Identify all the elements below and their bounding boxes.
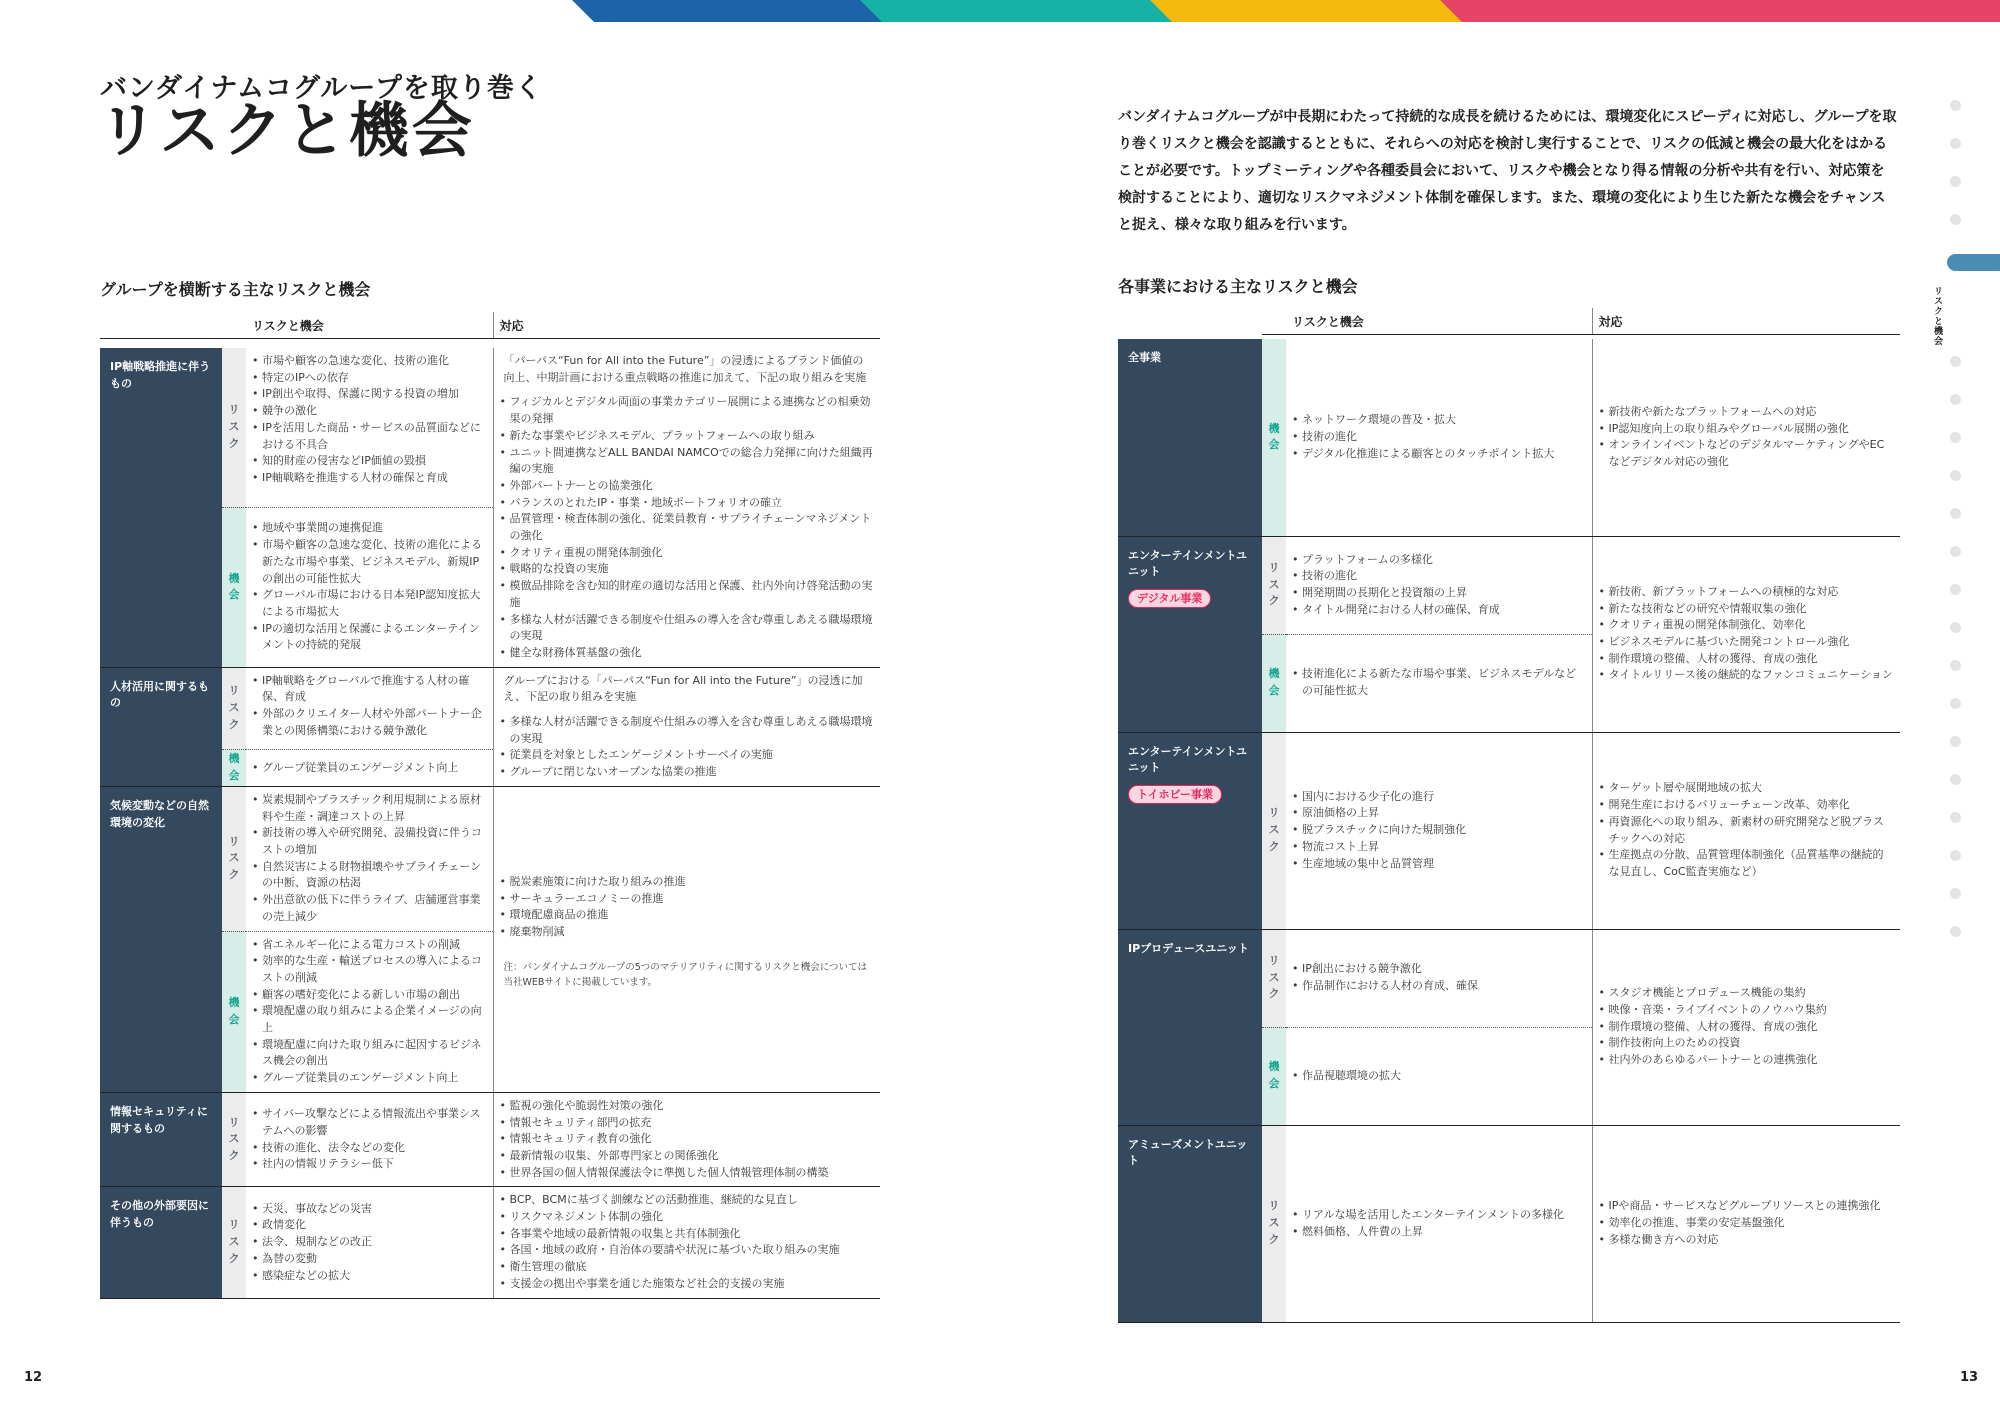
list-item: • 外部のクリエイター人材や外部パートナー企業との関係構築における競争激化 xyxy=(252,706,487,739)
col-header-items: リスクと機会 xyxy=(1286,308,1592,334)
category-label: 人材活用に関するもの xyxy=(100,667,222,786)
list-item: • 外部パートナーとの協業強化 xyxy=(500,478,875,495)
left-section-title: グループを横断する主なリスクと機会 xyxy=(100,280,371,299)
list-item: • スタジオ機能とプロデュース機能の集約 xyxy=(1599,985,1895,1002)
list-item: • オンラインイベントなどのデジタルマーケティングやECなどデジタル対応の強化 xyxy=(1599,437,1895,470)
risk-label: リスク xyxy=(222,667,246,750)
list-item: • 制作環境の整備、人材の獲得、育成の強化 xyxy=(1599,651,1895,668)
opportunity-list xyxy=(1286,1063,1592,1090)
list-item: • 新技術や新たなプラットフォームへの対応 xyxy=(1599,404,1895,421)
list-item: • 市場や顧客の急速な変化、技術の進化 xyxy=(252,353,487,370)
right-risk-table xyxy=(1118,308,1900,1323)
category-label: その他の外部要因に伴うもの xyxy=(100,1187,222,1298)
list-item: • グループ従業員のエンゲージメント向上 xyxy=(252,760,487,777)
nav-dot[interactable] xyxy=(1950,214,1961,225)
nav-dot[interactable] xyxy=(1950,888,1961,899)
opportunity-label: 機会 xyxy=(1262,634,1286,732)
list-item: • 最新情報の収集、外部専門家との関係強化 xyxy=(500,1148,875,1165)
nav-dot[interactable] xyxy=(1950,394,1961,405)
nav-dot[interactable] xyxy=(1950,584,1961,595)
list-item: • フィジカルとデジタル両面の事業カテゴリー展開による連携などの相乗効果の発揮 xyxy=(500,394,875,427)
response-list xyxy=(494,709,881,786)
page-title: リスクと機会 xyxy=(98,96,475,166)
page-subtitle: バンダイナムコグループを取り巻く xyxy=(100,73,543,104)
sidebar-section-label: リスクと機会 xyxy=(1932,286,1942,346)
list-item: • グローバル市場における日本発IP認知度拡大による市場拡大 xyxy=(252,587,487,620)
list-item: • IP軸戦略を推進する人材の確保と育成 xyxy=(252,470,487,487)
list-item: • 燃料価格、人件費の上昇 xyxy=(1292,1224,1586,1241)
list-item: • 効率的な生産・輸送プロセスの導入によるコストの削減 xyxy=(252,953,487,986)
nav-dot[interactable] xyxy=(1950,138,1961,149)
list-item: • サーキュラーエコノミーの推進 xyxy=(500,891,875,908)
col-header-response: 対応 xyxy=(1592,308,1900,334)
group-human-resources xyxy=(100,667,880,750)
nav-dot[interactable] xyxy=(1950,508,1961,519)
list-item: • 省エネルギー化による電力コストの削減 xyxy=(252,937,487,954)
list-item: • IP創出や取得、保護に関する投資の増加 xyxy=(252,386,487,403)
table-header xyxy=(1118,308,1900,334)
list-item: • 原油価格の上昇 xyxy=(1292,805,1586,822)
unit-all-business xyxy=(1118,339,1900,536)
nav-dot[interactable] xyxy=(1950,470,1961,481)
list-item: • 外出意欲の低下に伴うライブ、店舗運営事業の売上減少 xyxy=(252,892,487,925)
list-item: • 社内の情報リテラシー低下 xyxy=(252,1156,487,1173)
stripe-teal xyxy=(860,0,1192,22)
opportunity-label: 機会 xyxy=(1262,339,1286,536)
list-item: • 自然災害による財物損壊やサプライチェーンの中断、資源の枯渇 xyxy=(252,859,487,892)
list-item: • 政情変化 xyxy=(252,1217,487,1234)
list-item: • 情報セキュリティ教育の強化 xyxy=(500,1131,875,1148)
list-item: • 品質管理・検査体制の強化、従業員教育・サプライチェーンマネジメントの強化 xyxy=(500,511,875,544)
response-list xyxy=(494,869,881,946)
list-item: • 再資源化への取り組み、新素材の研究開発など脱プラスチックへの対応 xyxy=(1599,814,1895,847)
risk-label: リスク xyxy=(1262,1125,1286,1322)
list-item: • IP創出における競争激化 xyxy=(1292,961,1586,978)
col-header-response: 対応 xyxy=(493,312,880,338)
nav-dot[interactable] xyxy=(1950,622,1961,633)
list-item: • IPを活用した商品・サービスの品質面などにおける不具合 xyxy=(252,420,487,453)
list-item: • 市場や顧客の急速な変化、技術の進化による新たな市場や事業、ビジネスモデル、新規IPの創出の可能性拡大 xyxy=(252,537,487,587)
risk-list xyxy=(246,787,493,931)
list-item: • 新たな事業やビジネスモデル、プラットフォームへの取り組み xyxy=(500,428,875,445)
group-climate-change xyxy=(100,786,880,931)
unit-entertainment-digital xyxy=(1118,536,1900,634)
intro-paragraph: バンダイナムコグループが中長期にわたって持続的な成長を続けるためには、環境変化にスピーディに対応し、グループを取り巻くリスクと機会を認識するとともに、それらへの対応を検討し実行することで、リスクの低減と機会の最大化をはかることが必要です。トップミーティングや各種委員会において、リスクや機会となり得る情報の分析や共有を行い、対応策を検討することにより、適切なリスクマネジメント体制を確保します。また、環境の変化により生じた新たな機会をチャンスと捉え、様々な取り組みを行います。 xyxy=(1118,109,1897,233)
page-number-right: 13 xyxy=(1960,1370,1979,1385)
list-item: • タイトル開発における人材の確保、育成 xyxy=(1292,602,1586,619)
risk-label: リスク xyxy=(222,1187,246,1298)
col-header-items: リスクと機会 xyxy=(246,312,493,338)
list-item: • 効率化の推進、事業の安定基盤強化 xyxy=(1599,1215,1895,1232)
list-item: • 物流コスト上昇 xyxy=(1292,839,1586,856)
footnote: 注：バンダイナムコグループの5つのマテリアリティに関するリスクと機会については当社WEBサイトに掲載しています。 xyxy=(503,961,868,988)
list-item: • リスクマネジメント体制の強化 xyxy=(500,1209,875,1226)
stripe-yellow xyxy=(1150,0,1492,22)
list-item: • 多様な働き方への対応 xyxy=(1599,1232,1895,1249)
list-item: • 作品制作における人材の育成、確保 xyxy=(1292,978,1586,995)
list-item: • 多様な人材が活躍できる制度や仕組みの導入を含む尊重しあえる職場環境の実現 xyxy=(500,612,875,645)
group-other-external xyxy=(100,1187,880,1298)
list-item: • グループに閉じないオープンな協業の推進 xyxy=(500,764,875,781)
list-item: • デジタル化推進による顧客とのタッチポイント拡大 xyxy=(1292,446,1586,463)
list-item: • 地域や事業間の連携促進 xyxy=(252,520,487,537)
nav-dot[interactable] xyxy=(1950,774,1961,785)
risk-list xyxy=(1286,784,1592,878)
opportunity-label: 機会 xyxy=(1262,1027,1286,1125)
page-number-left: 12 xyxy=(24,1370,43,1385)
list-item: • 従業員を対象としたエンゲージメントサーベイの実施 xyxy=(500,747,875,764)
opportunity-list xyxy=(246,755,493,782)
list-item: • 脱プラスチックに向けた規制強化 xyxy=(1292,822,1586,839)
business-tag: トイホビー事業 xyxy=(1128,785,1222,804)
list-item: • 映像・音楽・ライブイベントのノウハウ集約 xyxy=(1599,1002,1895,1019)
risk-list xyxy=(246,1101,493,1178)
category-label: IP軸戦略推進に伴うもの xyxy=(100,348,222,667)
risk-label: リスク xyxy=(1262,536,1286,634)
list-item: • BCP、BCMに基づく訓練などの活動推進、継続的な見直し xyxy=(500,1192,875,1209)
nav-dot[interactable] xyxy=(1950,176,1961,187)
nav-dot[interactable] xyxy=(1950,926,1961,937)
list-item: • 新技術、新プラットフォームへの積極的な対応 xyxy=(1599,584,1895,601)
list-item: • 作品視聴環境の拡大 xyxy=(1292,1068,1586,1085)
list-item: • ユニット間連携などALL BANDAI NAMCOでの総合力発揮に向けた組織再編の実施 xyxy=(500,445,875,478)
list-item: • 制作環境の整備、人材の獲得、育成の強化 xyxy=(1599,1019,1895,1036)
list-item: • 競争の激化 xyxy=(252,403,487,420)
response-list xyxy=(1593,399,1901,476)
unit-ip-produce xyxy=(1118,929,1900,1027)
list-item: • 廃棄物削減 xyxy=(500,924,875,941)
opportunity-label: 機会 xyxy=(222,931,246,1092)
list-item: • クオリティ重視の開発体制強化、効率化 xyxy=(1599,617,1895,634)
nav-dot[interactable] xyxy=(1950,736,1961,747)
list-item: • 炭素規制やプラスチック利用規制による原材料や生産・調達コストの上昇 xyxy=(252,792,487,825)
right-section-title: 各事業における主なリスクと機会 xyxy=(1118,277,1358,296)
list-item: • 知的財産の侵害などIP価値の毀損 xyxy=(252,453,487,470)
list-item: • 生産地域の集中と品質管理 xyxy=(1292,856,1586,873)
list-item: • 為替の変動 xyxy=(252,1251,487,1268)
list-item: • 模倣品排除を含む知的財産の適切な活用と保護、社内外向け啓発活動の実施 xyxy=(500,578,875,611)
list-item: • 戦略的な投資の実施 xyxy=(500,561,875,578)
list-item: • 環境配慮商品の推進 xyxy=(500,907,875,924)
list-item: • 技術進化による新たな市場や事業、ビジネスモデルなどの可能性拡大 xyxy=(1292,666,1586,699)
list-item: • 各事業や地域の最新情報の収集と共有体制強化 xyxy=(500,1226,875,1243)
list-item: • 環境配慮に向けた取り組みに起因するビジネス機会の創出 xyxy=(252,1037,487,1070)
list-item: • 多様な人材が活躍できる制度や仕組みの導入を含む尊重しあえる職場環境の実現 xyxy=(500,714,875,747)
risk-label: リスク xyxy=(222,1092,246,1187)
nav-dot[interactable] xyxy=(1950,660,1961,671)
nav-dot[interactable] xyxy=(1950,812,1961,823)
risk-list xyxy=(1286,547,1592,624)
unit-label: 全事業 xyxy=(1118,339,1262,536)
list-item: • 生産拠点の分散、品質管理体制強化（品質基準の継続的な見直し、CoC監査実施など） xyxy=(1599,847,1895,880)
nav-dot[interactable] xyxy=(1950,546,1961,557)
risk-label: リスク xyxy=(1262,732,1286,929)
nav-dot[interactable] xyxy=(1950,100,1961,111)
response-list xyxy=(1593,579,1901,689)
risk-label: リスク xyxy=(222,348,246,507)
list-item: • 社内外のあらゆるパートナーとの連携強化 xyxy=(1599,1052,1895,1069)
unit-label: アミューズメントユニット xyxy=(1118,1125,1262,1322)
stripe-pink xyxy=(1440,0,2000,22)
response-intro: グループにおける「パーパス“Fun for All into the Future”」の浸透に加え、下記の取り組みを実施 xyxy=(503,673,863,704)
group-ip-strategy xyxy=(100,348,880,507)
nav-dot[interactable] xyxy=(1950,850,1961,861)
list-item: • 技術の進化、法令などの変化 xyxy=(252,1140,487,1157)
category-label: 気候変動などの自然環境の変化 xyxy=(100,786,222,1092)
list-item: • IP認知度向上の取り組みやグローバル展開の強化 xyxy=(1599,421,1895,438)
list-item: • ターゲット層や展開地域の拡大 xyxy=(1599,780,1895,797)
risk-list xyxy=(246,668,493,745)
list-item: • 技術の進化 xyxy=(1292,568,1586,585)
category-label: 情報セキュリティに関するもの xyxy=(100,1092,222,1187)
list-item: • ビジネスモデルに基づいた開発コントロール強化 xyxy=(1599,634,1895,651)
list-item: • 健全な財務体質基盤の強化 xyxy=(500,645,875,662)
unit-label: エンターテインメントユニット xyxy=(1128,744,1248,775)
table-header xyxy=(100,312,880,338)
list-item: • 環境配慮の取り組みによる企業イメージの向上 xyxy=(252,1003,487,1036)
list-item: • 衛生管理の徹底 xyxy=(500,1259,875,1276)
response-list xyxy=(1593,980,1901,1074)
list-item: • リアルな場を活用したエンターテインメントの多様化 xyxy=(1292,1207,1586,1224)
nav-dot[interactable] xyxy=(1950,698,1961,709)
list-item: • 支援金の拠出や事業を通じた施策など社会的支援の実施 xyxy=(500,1276,875,1293)
list-item: • 感染症などの拡大 xyxy=(252,1268,487,1285)
list-item: • 法令、規制などの改正 xyxy=(252,1234,487,1251)
list-item: • 各国・地域の政府・自治体の要請や状況に基づいた取り組みの実施 xyxy=(500,1242,875,1259)
list-item: • 開発生産におけるバリューチェーン改革、効率化 xyxy=(1599,797,1895,814)
list-item: • グループ従業員のエンゲージメント向上 xyxy=(252,1070,487,1087)
list-item: • 開発期間の長期化と投資額の上昇 xyxy=(1292,585,1586,602)
response-list xyxy=(1593,1193,1901,1253)
list-item: • 天災、事故などの災害 xyxy=(252,1201,487,1218)
risk-list xyxy=(1286,1202,1592,1245)
opportunity-list xyxy=(1286,661,1592,704)
nav-dot[interactable] xyxy=(1950,432,1961,443)
risk-list xyxy=(246,1196,493,1290)
nav-dot[interactable] xyxy=(1950,356,1961,367)
response-intro: 「パーパス“Fun for All into the Future”」の浸透によるブランド価値の向上、中期計画における重点戦略の推進に加えて、下記の取り組みを実施 xyxy=(503,354,867,384)
list-item: • 新技術の導入や研究開発、設備投資に伴うコストの増加 xyxy=(252,825,487,858)
left-risk-table xyxy=(100,312,880,1299)
opportunity-list xyxy=(246,932,493,1092)
stripe-blue xyxy=(572,0,904,22)
list-item: • 制作技術向上のための投資 xyxy=(1599,1035,1895,1052)
list-item: • 新たな技術などの研究や情報収集の強化 xyxy=(1599,601,1895,618)
response-list xyxy=(1593,775,1901,885)
response-list xyxy=(494,1093,881,1187)
list-item: • クオリティ重視の開発体制強化 xyxy=(500,545,875,562)
list-item: • 脱炭素施策に向けた取り組みの推進 xyxy=(500,874,875,891)
list-item: • IP軸戦略をグローバルで推進する人材の確保、育成 xyxy=(252,673,487,706)
business-tag: デジタル事業 xyxy=(1128,589,1211,608)
list-item: • サイバー攻撃などによる情報流出や事業システムへの影響 xyxy=(252,1106,487,1139)
risk-label: リスク xyxy=(1262,929,1286,1027)
opportunity-list xyxy=(246,515,493,659)
group-information-security xyxy=(100,1092,880,1187)
list-item: • ネットワーク環境の普及・拡大 xyxy=(1292,412,1586,429)
list-item: • IPの適切な活用と保護によるエンターテインメントの持続的発展 xyxy=(252,621,487,654)
list-item: • 国内における少子化の進行 xyxy=(1292,789,1586,806)
list-item: • 顧客の嗜好変化による新しい市場の創出 xyxy=(252,987,487,1004)
response-list xyxy=(494,389,881,666)
risk-list xyxy=(246,348,493,492)
list-item: • 世界各国の個人情報保護法令に準拠した個人情報管理体制の構築 xyxy=(500,1165,875,1182)
list-item: • 情報セキュリティ部門の拡充 xyxy=(500,1115,875,1132)
opportunity-list xyxy=(1286,407,1592,467)
unit-label: エンターテインメントユニット xyxy=(1128,548,1248,579)
opportunity-label: 機会 xyxy=(222,507,246,667)
risk-list xyxy=(1286,956,1592,999)
risk-label: リスク xyxy=(222,786,246,931)
list-item: • 特定のIPへの依存 xyxy=(252,370,487,387)
unit-label: IPプロデュースユニット xyxy=(1118,929,1262,1125)
unit-amusement xyxy=(1118,1125,1900,1322)
opportunity-label: 機会 xyxy=(222,750,246,787)
list-item: • IPや商品・サービスなどグループリソースとの連携強化 xyxy=(1599,1198,1895,1215)
response-list xyxy=(494,1187,881,1297)
list-item: • バランスのとれたIP・事業・地域ポートフォリオの確立 xyxy=(500,495,875,512)
list-item: • プラットフォームの多様化 xyxy=(1292,552,1586,569)
unit-entertainment-toy-hobby xyxy=(1118,732,1900,929)
list-item: • 監視の強化や脆弱性対策の強化 xyxy=(500,1098,875,1115)
list-item: • 技術の進化 xyxy=(1292,429,1586,446)
active-section-indicator[interactable] xyxy=(1947,254,2000,271)
list-item: • タイトルリリース後の継続的なファンコミュニケーション xyxy=(1599,667,1895,684)
